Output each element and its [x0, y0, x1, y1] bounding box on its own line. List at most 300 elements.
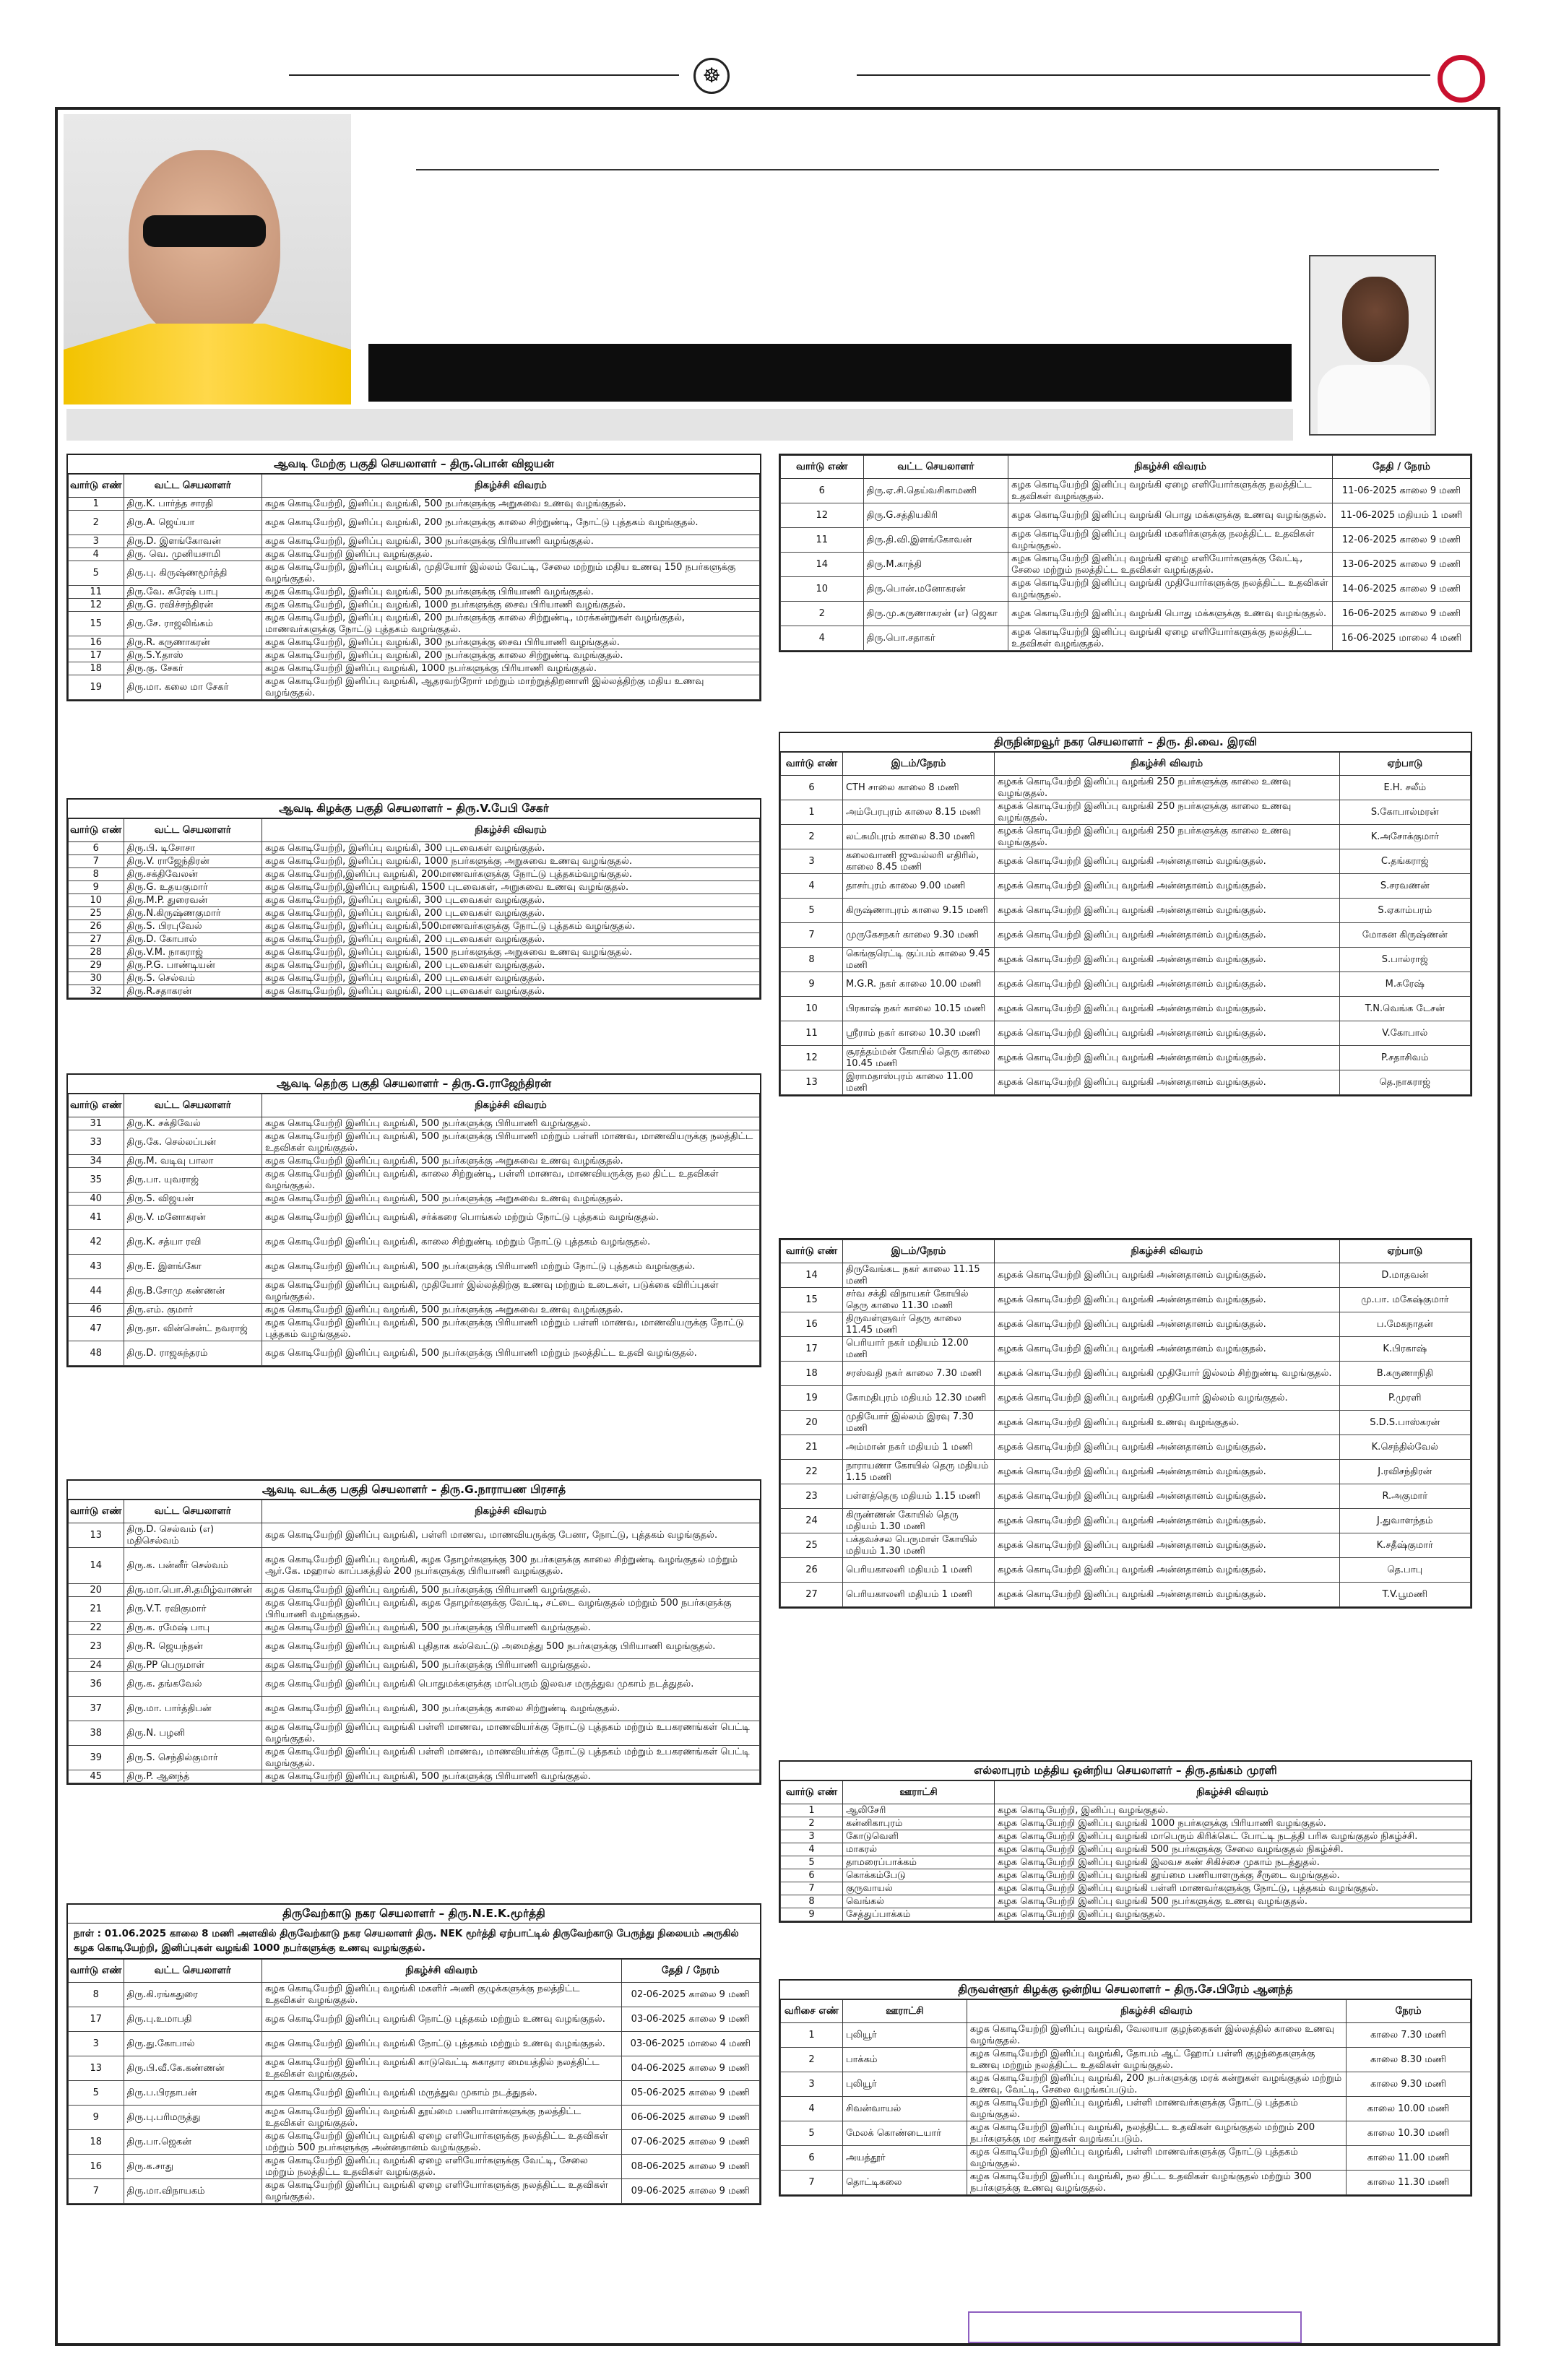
table-row — [69, 1622, 760, 1635]
table-row — [781, 553, 1471, 577]
table-cell: தாமரைப்பாக்கம் — [842, 1856, 994, 1869]
table-cell: கழக கொடியேற்றி இனிப்பு வழங்கி, 500 நபர்களுக்கு பிரியாணி வழங்குதல். — [262, 1770, 759, 1783]
table-row — [781, 1817, 1471, 1830]
ward-number: 12 — [781, 1046, 843, 1070]
table-row — [781, 1843, 1471, 1856]
party-emblem-icon: ☸ — [693, 58, 730, 94]
table-row — [69, 535, 760, 548]
table-cell: திரு.R. கருணாகரன் — [124, 636, 262, 649]
section-box — [66, 1903, 761, 2205]
table-cell: திரு.S. செந்தில்குமார் — [124, 1746, 262, 1770]
ward-number: 16 — [69, 2155, 124, 2179]
table-cell: சேத்துப்பாக்கம் — [842, 1908, 994, 1921]
table-cell: D.மாதவன் — [1339, 1263, 1470, 1288]
ward-number: 41 — [69, 1206, 124, 1230]
table-row — [69, 2081, 760, 2106]
table-cell: திரு.S. பிரபுவேல் — [124, 920, 262, 933]
column-header: வட்ட செயலாளர் — [863, 456, 1008, 479]
top-rule-left — [289, 74, 679, 76]
leader-portrait — [64, 114, 351, 404]
table-cell: 06-06-2025 காலை 9 மணி — [621, 2106, 759, 2130]
table-cell: திரு.M.P. துரைவன் — [124, 894, 262, 907]
table-cell: கழக கொடியேற்றி,இனிப்பு வழங்கி, 1500 புடவைகள், அறுசுவை உணவு வழங்குதல். — [262, 881, 759, 894]
table-cell: திரு.பு.பரிமருத்து — [124, 2106, 262, 2130]
table-cell: திரு.S. செல்வம் — [124, 972, 262, 985]
table-row — [69, 1117, 760, 1130]
ward-number: 39 — [69, 1746, 124, 1770]
column-header: ஏற்பாடு — [1339, 1240, 1470, 1263]
ward-number: 3 — [781, 2072, 843, 2097]
table-cell: காலை 11.00 மணி — [1347, 2146, 1471, 2171]
table-row — [69, 2056, 760, 2081]
table-cell: கழக கொடியேற்றி இனிப்பு வழங்கி ஏழை எளியோர்களுக்கு நலத்திட்ட உதவிகள் மற்றும் 500 நபர்களுக்கு அன்னதானம் வழங்குதல். — [262, 2130, 621, 2155]
table-row — [781, 2048, 1471, 2072]
table-cell: சூரத்தம்மன் கோயில் தெரு காலை 10.45 மணி — [842, 1046, 994, 1070]
table-cell: கழகக் கொடியேற்றி இனிப்பு வழங்கி அன்னதானம் வழங்குதல். — [995, 1435, 1340, 1460]
table-cell: கழகக் கொடியேற்றி இனிப்பு வழங்கி அன்னதானம் வழங்குதல். — [995, 1484, 1340, 1509]
table-cell: காலை 9.30 மணி — [1347, 2072, 1471, 2097]
table-cell: முதியோர் இல்லம் இரவு 7.30 மணி — [842, 1411, 994, 1435]
table-row — [781, 948, 1471, 972]
table-cell: அயத்தூர் — [842, 2146, 967, 2171]
ward-number: 38 — [69, 1721, 124, 1746]
table-row — [69, 2179, 760, 2204]
table-cell: கழகக் கொடியேற்றி இனிப்பு வழங்கி அன்னதானம் வழங்குதல். — [995, 1558, 1340, 1583]
portrait-shirt — [1318, 365, 1430, 436]
column-header: வட்ட செயலாளர் — [124, 1960, 262, 1983]
table-row — [69, 2007, 760, 2032]
table-cell: திரு.K. சத்யா ரவி — [124, 1230, 262, 1255]
table-cell: கழக கொடியேற்றி இனிப்பு வழங்கி பள்ளி மாணவர்களுக்கு நோட்டு, புத்தகம் வழங்குதல். — [995, 1882, 1471, 1895]
column-header: வார்டு எண் — [781, 1240, 843, 1263]
table-cell: நாராயணா கோயில் தெரு மதியம் 1.15 மணி — [842, 1460, 994, 1484]
table-cell: கழகக் கொடியேற்றி இனிப்பு வழங்கி அன்னதானம் வழங்குதல். — [995, 1312, 1340, 1337]
ward-number: 18 — [781, 1362, 843, 1386]
table-cell: திரு. வெ. முனியசாமி — [124, 548, 262, 561]
table-row — [69, 1672, 760, 1697]
table-row — [781, 1460, 1471, 1484]
table-cell: கழகக் கொடியேற்றி இனிப்பு வழங்கி 250 நபர்களுக்கு காலை உணவு வழங்குதல். — [995, 800, 1340, 825]
section-note: நாள் : 01.06.2025 காலை 8 மணி அளவில் திருவேற்காடு நகர செயலாளர் திரு. NEK மூர்த்தி ஏற்பாட்டில் திருவேற்காடு பேருந்து நிலையம் அருகில் கழக கொடியேற்றி, இனிப்புகள் வழங்கி 1000 நபர்களுக்கு உணவு வழங்குதல். — [68, 1924, 760, 1959]
ward-number: 1 — [69, 498, 124, 511]
table-cell: கழக கொடியேற்றி, இனிப்பு வழங்கி, 300 நபர்களுக்கு பிரியாணி வழங்குதல். — [262, 535, 759, 548]
table-row — [69, 1584, 760, 1597]
table-row — [781, 1435, 1471, 1460]
table-cell: ப.மேகநாதன் — [1339, 1312, 1470, 1337]
table-row — [69, 662, 760, 675]
table-cell: கழகக் கொடியேற்றி இனிப்பு வழங்கி அன்னதானம் வழங்குதல். — [995, 899, 1340, 923]
table-cell: கழக கொடியேற்றி இனிப்பு வழங்குதல். — [995, 1908, 1471, 1921]
table-cell: 05-06-2025 காலை 9 மணி — [621, 2081, 759, 2106]
table-cell: சர்வ சக்தி விநாயகர் கோயில் தெரு காலை 11.30 மணி — [842, 1288, 994, 1312]
table-cell: 03-06-2025 மாலை 4 மணி — [621, 2032, 759, 2056]
table-row — [69, 881, 760, 894]
event-table — [68, 1094, 760, 1366]
table-row — [69, 1770, 760, 1783]
table-cell: பெரியகாலனி மதியம் 1 மணி — [842, 1583, 994, 1607]
table-cell: கழக கொடியேற்றி இனிப்பு வழங்கி ஏழை எளியோர்களுக்கு நலத்திட்ட உதவிகள் வழங்குதல். — [1008, 626, 1333, 651]
table-cell: கழக கொடியேற்றி, இனிப்பு வழங்கி, 200 புடவைகள் வழங்குதல். — [262, 933, 759, 946]
table-cell: தாசர்புரம் காலை 9.00 மணி — [842, 874, 994, 899]
column-header: வார்டு எண் — [781, 753, 843, 776]
section-box — [66, 454, 761, 701]
headline-band — [368, 344, 1292, 402]
table-row — [69, 2155, 760, 2179]
ward-number: 5 — [69, 2081, 124, 2106]
column-header: வட்ட செயலாளர் — [124, 819, 262, 842]
subheadline-band — [66, 409, 1293, 441]
table-row — [781, 1288, 1471, 1312]
table-cell: கழக கொடியேற்றி இனிப்பு வழங்கி, 1000 நபர்களுக்கு பிரியாணி வழங்குதல். — [262, 662, 759, 675]
column-header: இடம்/நேரம் — [842, 753, 994, 776]
ward-number: 4 — [781, 1843, 843, 1856]
table-cell: லட்சுமிபுரம் காலை 8.30 மணி — [842, 825, 994, 849]
column-header: நேரம் — [1347, 2000, 1471, 2023]
ward-number: 33 — [69, 1130, 124, 1155]
table-row — [69, 511, 760, 535]
table-row — [781, 2121, 1471, 2146]
table-cell: பள்ளத்தெரு மதியம் 1.15 மணி — [842, 1484, 994, 1509]
table-cell: திரு.பு. கிருஷ்ணமூர்த்தி — [124, 561, 262, 586]
table-cell: கழகக் கொடியேற்றி இனிப்பு வழங்கி அன்னதானம் வழங்குதல். — [995, 1533, 1340, 1558]
table-row — [781, 1908, 1471, 1921]
table-cell: திரு.கு. சேகர் — [124, 662, 262, 675]
table-cell: கழக கொடியேற்றி இனிப்பு வழங்குதல். — [262, 548, 759, 561]
table-row — [781, 1337, 1471, 1362]
table-cell: கழக கொடியேற்றி இனிப்பு வழங்கி பொது மக்களுக்கு உணவு வழங்குதல். — [1008, 602, 1333, 626]
table-cell: திரு.வே. சுரேஷ் பாபு — [124, 586, 262, 599]
column-header: வட்ட செயலாளர் — [124, 1094, 262, 1117]
ward-number: 2 — [781, 602, 864, 626]
table-cell: கழக கொடியேற்றி இனிப்பு வழங்கி ஏழை எளியோர்களுக்கு வேட்டி, சேலை மற்றும் நலத்திட்ட உதவிகள் வழங்குதல். — [262, 2155, 621, 2179]
table-cell: கழக கொடியேற்றி இனிப்பு வழங்கி தூய்மை பணியாளருக்கு சீருடை வழங்குதல். — [995, 1869, 1471, 1882]
table-row — [69, 1659, 760, 1672]
table-row — [781, 2072, 1471, 2097]
table-cell: திரு.V.T. ரவிகுமார் — [124, 1597, 262, 1622]
table-cell: கழக கொடியேற்றி, இனிப்பு வழங்கி, 1000 நபர்களுக்கு அறுசுவை உணவு வழங்குதல். — [262, 855, 759, 868]
table-cell: கழக கொடியேற்றி இனிப்பு வழங்கி, 500 நபர்களுக்கு அறுசுவை உணவு வழங்குதல். — [262, 1304, 759, 1317]
table-cell: K.பிரகாஷ் — [1339, 1337, 1470, 1362]
column-header: நிகழ்ச்சி விவரம் — [967, 2000, 1346, 2023]
table-cell: C.தங்கராஜ் — [1339, 849, 1470, 874]
ward-number: 9 — [69, 881, 124, 894]
event-table — [68, 1959, 760, 2204]
table-row — [781, 1856, 1471, 1869]
ward-number: 11 — [781, 528, 864, 553]
ward-number: 19 — [69, 675, 124, 700]
table-cell: திரு.G.சத்தியகிரி — [863, 503, 1008, 528]
ward-number: 48 — [69, 1341, 124, 1366]
table-cell: 13-06-2025 காலை 9 மணி — [1332, 553, 1470, 577]
section-box — [66, 798, 761, 1000]
table-row — [69, 586, 760, 599]
table-cell: இராமதாஸ்புரம் காலை 11.00 மணி — [842, 1070, 994, 1095]
table-row — [781, 1882, 1471, 1895]
table-cell: கழக கொடியேற்றி இனிப்பு வழங்கி, பள்ளி மாணவர்களுக்கு நோட்டு புத்தகம் வழங்குதல். — [967, 2097, 1346, 2121]
ward-number: 25 — [69, 907, 124, 920]
table-cell: திரு.கே. செல்லப்பன் — [124, 1130, 262, 1155]
ward-number: 11 — [781, 1021, 843, 1046]
table-cell: கழக கொடியேற்றி, இனிப்பு வழங்கி, முதியோர் இல்லம் வேட்டி, சேலை மற்றும் மதிய உணவு 150 நபர்களுக்கு வழங்குதல். — [262, 561, 759, 586]
table-cell: திரு.எம். குமார் — [124, 1304, 262, 1317]
table-row — [781, 2146, 1471, 2171]
table-cell: திரு.V. மனோகரன் — [124, 1206, 262, 1230]
column-header: நிகழ்ச்சி விவரம் — [262, 819, 759, 842]
ward-number: 16 — [69, 636, 124, 649]
table-cell: தொட்டிகலை — [842, 2171, 967, 2195]
portrait-glasses — [143, 215, 266, 247]
table-cell: கழகக் கொடியேற்றி இனிப்பு வழங்கி அன்னதானம் வழங்குதல். — [995, 1337, 1340, 1362]
ward-number: 1 — [781, 1804, 843, 1817]
table-row — [69, 1317, 760, 1341]
section-title: திருவேற்காடு நகர செயலாளர் – திரு.N.E.K.மூர்த்தி — [68, 1905, 760, 1924]
table-cell: கழக கொடியேற்றி இனிப்பு வழங்கி, சர்க்கரை பொங்கல் மற்றும் நோட்டு புத்தகம் வழங்குதல். — [262, 1206, 759, 1230]
column-header: வார்டு எண் — [69, 819, 124, 842]
event-table — [780, 455, 1471, 651]
table-cell: கழக கொடியேற்றி இனிப்பு வழங்கி, 500 நபர்களுக்கு பிரியாணி மற்றும் நோட்டு புத்தகம் வழங்குதல். — [262, 1255, 759, 1279]
column-header: நிகழ்ச்சி விவரம் — [995, 1781, 1471, 1804]
table-cell: கழக கொடியேற்றி இனிப்பு வழங்கி, நலத்திட்ட உதவிகள் வழங்குதல் மற்றும் 200 நபர்களுக்கு மர கன்றுகள் வழங்கப்படும். — [967, 2121, 1346, 2146]
table-cell: கழக கொடியேற்றி இனிப்பு வழங்கி, ஆதரவற்றோர் மற்றும் மாற்றுத்திறனாளி இல்லத்திற்கு மதிய உணவு வழங்குதல். — [262, 675, 759, 700]
ward-number: 6 — [781, 2146, 843, 2171]
table-row — [69, 1523, 760, 1548]
ward-number: 32 — [69, 985, 124, 998]
event-table — [780, 1999, 1471, 2195]
table-cell: கோடுவெளி — [842, 1830, 994, 1843]
table-cell: 08-06-2025 காலை 9 மணி — [621, 2155, 759, 2179]
table-cell: கழகக் கொடியேற்றி இனிப்பு வழங்கி அன்னதானம் வழங்குதல். — [995, 1509, 1340, 1533]
ward-number: 4 — [69, 548, 124, 561]
ward-number: 14 — [781, 1263, 843, 1288]
column-header: வட்ட செயலாளர் — [124, 475, 262, 498]
table-cell: கழகக் கொடியேற்றி இனிப்பு வழங்கி முதியோர் இல்லம் வழங்குதல். — [995, 1386, 1340, 1411]
table-cell: திரு.G. உதயகுமார் — [124, 881, 262, 894]
table-header-row — [69, 1500, 760, 1523]
ward-number: 4 — [781, 874, 843, 899]
ward-number: 45 — [69, 1770, 124, 1783]
table-cell: கழகக் கொடியேற்றி இனிப்பு வழங்கி அன்னதானம் வழங்குதல். — [995, 874, 1340, 899]
ward-number: 22 — [781, 1460, 843, 1484]
table-cell: கழக கொடியேற்றி, இனிப்பு வழங்கி, 500 நபர்களுக்கு அறுசுவை உணவு வழங்குதல். — [262, 498, 759, 511]
table-cell: கழக கொடியேற்றி இனிப்பு வழங்கி, பள்ளி மாணவ, மாணவியருக்கு பேனா, நோட்டு, புத்தகம் வழங்குதல். — [262, 1523, 759, 1548]
table-cell: T.N.வெங்க டேசன் — [1339, 997, 1470, 1021]
table-row — [69, 868, 760, 881]
table-cell: கழகக் கொடியேற்றி இனிப்பு வழங்கி அன்னதானம் வழங்குதல். — [995, 1583, 1340, 1607]
ward-number: 2 — [781, 1817, 843, 1830]
table-row — [69, 1548, 760, 1584]
ward-number: 28 — [69, 946, 124, 959]
table-row — [781, 1830, 1471, 1843]
table-cell: B.கருணாநிதி — [1339, 1362, 1470, 1386]
table-cell: கலைவாணி ஜுவல்லரி எதிரில், காலை 8.45 மணி — [842, 849, 994, 874]
table-cell: கிருண்ணன் கோயில் தெரு மதியம் 1.30 மணி — [842, 1509, 994, 1533]
table-row — [781, 2023, 1471, 2048]
section-title: ஆவடி கிழக்கு பகுதி செயலாளர் – திரு.V.பேபி சேகர் — [68, 800, 760, 818]
table-row — [69, 1746, 760, 1770]
table-cell: கழக கொடியேற்றி இனிப்பு வழங்கி, 500 நபர்களுக்கு பிரியாணி மற்றும் பள்ளி மாணவ, மாணவியருக்கு நோட்டு புத்தகம் வழங்குதல். — [262, 1317, 759, 1341]
section-title: திருவள்ளூர் கிழக்கு ஒன்றிய செயலாளர் – திரு.சே.பிரேம் ஆனந்த் — [780, 1981, 1471, 1999]
ward-number: 20 — [69, 1584, 124, 1597]
event-table — [780, 1239, 1471, 1607]
table-cell: M.G.R. நகர் காலை 10.00 மணி — [842, 972, 994, 997]
ward-number: 6 — [781, 1869, 843, 1882]
table-cell: திரு.சே. ராஜலிங்கம் — [124, 612, 262, 636]
table-cell: திரு.பி.வீ.கே.கண்ணன் — [124, 2056, 262, 2081]
table-row — [781, 997, 1471, 1021]
table-row — [781, 1509, 1471, 1533]
column-header: ஏற்பாடு — [1339, 753, 1470, 776]
table-cell: கழக கொடியேற்றி, இனிப்பு வழங்கி, 200 நபர்களுக்கு காலை சிற்றுண்டி வழங்குதல். — [262, 649, 759, 662]
table-row — [69, 855, 760, 868]
table-cell: கழக கொடியேற்றி, இனிப்பு வழங்கி, 200 புடவைகள் வழங்குதல். — [262, 972, 759, 985]
table-cell: 07-06-2025 காலை 9 மணி — [621, 2130, 759, 2155]
table-row — [781, 899, 1471, 923]
ward-number: 44 — [69, 1279, 124, 1304]
table-cell: கழக கொடியேற்றி இனிப்பு வழங்கி, கழக தோழர்களுக்கு 300 நபர்களுக்கு காலை சிற்றுண்டி வழங்குதல் மற்றும் ஆர்.கே. மஹால் காப்பகத்தில் 200 நபர்களுக்கு பிரியாணி வழங்குதல். — [262, 1548, 759, 1584]
table-row — [781, 1411, 1471, 1435]
ward-number: 6 — [781, 479, 864, 503]
ward-number: 26 — [781, 1558, 843, 1583]
table-cell: J.துவாளந்தம் — [1339, 1509, 1470, 1533]
footer-box — [968, 2311, 1302, 2343]
table-row — [781, 528, 1471, 553]
table-cell: கழக கொடியேற்றி இனிப்பு வழங்கி ஏழை எளியோர்களுக்கு வேட்டி, சேலை மற்றும் நலத்திட்ட உதவிகள் வழங்குதல். — [1008, 553, 1333, 577]
ward-number: 10 — [69, 894, 124, 907]
table-row — [69, 907, 760, 920]
table-row — [69, 498, 760, 511]
table-cell: கழக கொடியேற்றி இனிப்பு வழங்கி பள்ளி மாணவ, மாணவியர்க்கு நோட்டு புத்தகம் மற்றும் உபகரணங்கள் பெட்டி வழங்குதல். — [262, 1721, 759, 1746]
table-cell: P.முரளி — [1339, 1386, 1470, 1411]
table-cell: திரு.S.Y.தாஸ் — [124, 649, 262, 662]
table-row — [69, 2130, 760, 2155]
ward-number: 23 — [781, 1484, 843, 1509]
table-row — [69, 972, 760, 985]
table-cell: திரு.D. இளங்கோவன் — [124, 535, 262, 548]
table-row — [69, 2032, 760, 2056]
table-cell: கழக கொடியேற்றி இனிப்பு வழங்கி, 500 நபர்களுக்கு பிரியாணி வழங்குதல். — [262, 1117, 759, 1130]
ward-number: 26 — [69, 920, 124, 933]
table-cell: 11-06-2025 மதியம் 1 மணி — [1332, 503, 1470, 528]
ward-number: 37 — [69, 1697, 124, 1721]
table-row — [69, 1155, 760, 1168]
table-cell: கழக கொடியேற்றி, இனிப்பு வழங்கி, 500 நபர்களுக்கு பிரியாணி வழங்குதல். — [262, 586, 759, 599]
table-row — [69, 1193, 760, 1206]
table-header-row — [781, 1781, 1471, 1804]
table-cell: பக்தவச்சல பெருமாள் கோயில் மதியம் 1.30 மணி — [842, 1533, 994, 1558]
table-cell: பெரியகாலனி மதியம் 1 மணி — [842, 1558, 994, 1583]
portrait-face — [1342, 277, 1409, 362]
table-row — [781, 1070, 1471, 1095]
section-box — [779, 1760, 1472, 1923]
table-cell: திரு.தா. வின்சென்ட் நவராஜ் — [124, 1317, 262, 1341]
table-cell: பெரியார் நகர் மதியம் 12.00 மணி — [842, 1337, 994, 1362]
ward-number: 22 — [69, 1622, 124, 1635]
table-cell: திரு.பா.ஜெகன் — [124, 2130, 262, 2155]
table-cell: கழக கொடியேற்றி, இனிப்பு வழங்கி, 300 புடவைகள் வழங்குதல். — [262, 894, 759, 907]
table-cell: கழக கொடியேற்றி இனிப்பு வழங்கி மகளிர்களுக்கு நலத்திட்ட உதவிகள் வழங்குதல். — [1008, 528, 1333, 553]
ward-number: 18 — [69, 2130, 124, 2155]
table-row — [69, 675, 760, 700]
table-row — [781, 626, 1471, 651]
table-cell: திரு.மா.பொ.சி.தமிழ்வாணன் — [124, 1584, 262, 1597]
table-cell: கழக கொடியேற்றி இனிப்பு வழங்கி, 500 நபர்களுக்கு பிரியாணி மற்றும் பள்ளி மாணவ, மாணவியருக்கு நலத்திட்ட உதவிகள் வழங்குதல். — [262, 1130, 759, 1155]
table-cell: கழக கொடியேற்றி இனிப்பு வழங்கி, முதியோர் இல்லத்திற்கு உணவு மற்றும் உடைகள், படுக்கை விரிப்புகள் வழங்குதல். — [262, 1279, 759, 1304]
table-cell: காலை 8.30 மணி — [1347, 2048, 1471, 2072]
table-row — [781, 923, 1471, 948]
table-row — [781, 1386, 1471, 1411]
table-cell: 02-06-2025 காலை 9 மணி — [621, 1983, 759, 2007]
table-cell: திரு.S. விஜயன் — [124, 1193, 262, 1206]
table-cell: புலியூர் — [842, 2072, 967, 2097]
ward-number: 5 — [781, 1856, 843, 1869]
ward-number: 3 — [781, 1830, 843, 1843]
table-header-row — [781, 2000, 1471, 2023]
table-cell: E.H. சலீம் — [1339, 776, 1470, 800]
ward-number: 21 — [781, 1435, 843, 1460]
table-cell: 14-06-2025 காலை 9 மணி — [1332, 577, 1470, 602]
table-cell: M.சுரேஷ் — [1339, 972, 1470, 997]
table-cell: வெங்கல் — [842, 1895, 994, 1908]
ward-number: 7 — [781, 2171, 843, 2195]
table-cell: 16-06-2025 மாலை 4 மணி — [1332, 626, 1470, 651]
ward-number: 12 — [781, 503, 864, 528]
event-table — [780, 1780, 1471, 1921]
table-cell: திரு.பா. யுவராஜ் — [124, 1168, 262, 1193]
table-cell: S.ஏகாம்பரம் — [1339, 899, 1470, 923]
table-cell: கழக கொடியேற்றி இனிப்பு வழங்கி முதியோர்களுக்கு நலத்திட்ட உதவிகள் வழங்குதல். — [1008, 577, 1333, 602]
table-row — [69, 1983, 760, 2007]
ward-number: 9 — [781, 972, 843, 997]
table-cell: திரு.ஏ.சி.தெய்வசிகாமணி — [863, 479, 1008, 503]
table-cell: திரு.தி.வி.இளங்கோவன் — [863, 528, 1008, 553]
table-row — [781, 1869, 1471, 1882]
table-cell: கழக கொடியேற்றி இனிப்பு வழங்கி காடுவெட்டி சுகாதார மையத்தில் நலத்திட்ட உதவிகள் வழங்குதல். — [262, 2056, 621, 2081]
ward-number: 27 — [781, 1583, 843, 1607]
table-cell: திரு.M. வடிவு பாலா — [124, 1155, 262, 1168]
table-cell: கழக கொடியேற்றி இனிப்பு வழங்கி, நல திட்ட உதவிகள் வழங்குதல் மற்றும் 300 நபர்களுக்கு உணவு வழங்குதல். — [967, 2171, 1346, 2195]
table-cell: கழகக் கொடியேற்றி இனிப்பு வழங்கி அன்னதானம் வழங்குதல். — [995, 1263, 1340, 1288]
ward-number: 11 — [69, 586, 124, 599]
section-box — [779, 732, 1472, 1096]
table-row — [69, 1635, 760, 1659]
table-cell: காலை 11.30 மணி — [1347, 2171, 1471, 2195]
table-cell: திரு.D. செல்வம் (எ) மதிசெல்வம் — [124, 1523, 262, 1548]
table-row — [69, 1230, 760, 1255]
ward-number: 13 — [781, 1070, 843, 1095]
section-title: ஆவடி மேற்கு பகுதி செயலாளர் – திரு.பொன் விஜயன் — [68, 455, 760, 474]
table-cell: கழக கொடியேற்றி இனிப்பு வழங்கி, 200 நபர்களுக்கு மரக் கன்றுகள் வழங்குதல் மற்றும் உணவு, வேட்டி, சேலை வழங்கப்படும். — [967, 2072, 1346, 2097]
table-cell: திரு.க. தங்கவேல் — [124, 1672, 262, 1697]
ward-number: 4 — [781, 626, 864, 651]
ward-number: 14 — [781, 553, 864, 577]
ward-number: 24 — [781, 1509, 843, 1533]
header-rule — [416, 169, 1439, 170]
table-cell: திரு.E. இளங்கோ — [124, 1255, 262, 1279]
table-cell: ஸ்ரீராம் நகர் காலை 10.30 மணி — [842, 1021, 994, 1046]
table-cell: திரு.R. ஜெயந்தன் — [124, 1635, 262, 1659]
table-cell: திரு.PP பெருமாள் — [124, 1659, 262, 1672]
table-row — [69, 649, 760, 662]
table-row — [781, 1558, 1471, 1583]
table-row — [781, 800, 1471, 825]
table-cell: திரு.மா.விநாயகம் — [124, 2179, 262, 2204]
table-cell: காலை 10.30 மணி — [1347, 2121, 1471, 2146]
ward-number: 13 — [69, 1523, 124, 1548]
table-row — [781, 1804, 1471, 1817]
table-cell: கழக கொடியேற்றி இனிப்பு வழங்கி 500 நபர்களுக்கு உணவு வழங்குதல். — [995, 1895, 1471, 1908]
column-header: தேதி / நேரம் — [621, 1960, 759, 1983]
table-row — [69, 1255, 760, 1279]
